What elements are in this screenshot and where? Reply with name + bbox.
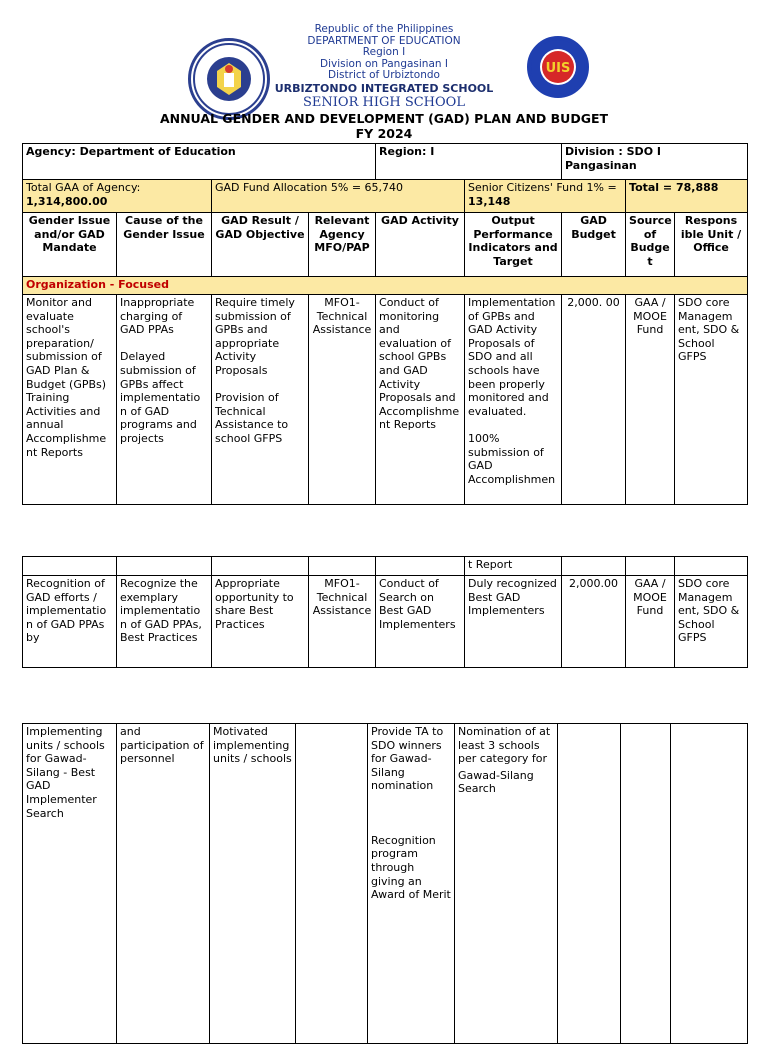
region-cell: Region: I [376, 144, 562, 180]
activity-cell: Conduct of monitoring and evaluation of school GPBs and GAD Activity Proposals and Accomplishme nt Reports [376, 295, 465, 505]
svg-text:UIS: UIS [545, 61, 571, 76]
fiscal-year: FY 2024 [355, 126, 413, 141]
table-row [23, 295, 748, 505]
mfo-cell [296, 724, 368, 1044]
column-header: Output Performance Indicators and Target [465, 213, 562, 277]
section-label: Organization - Focused [23, 277, 748, 295]
cause-cell: Recognize the exemplary implementatio n of GAD PPAs, Best Practices [117, 576, 212, 668]
gad-fund-cell: GAD Fund Allocation 5% = 65,740 [212, 180, 465, 213]
unit-cell [671, 724, 748, 1044]
district-line: District of Urbiztondo [328, 69, 440, 81]
republic-line: Republic of the Philippines [314, 23, 454, 35]
column-header: GAD Result / GAD Objective [212, 213, 309, 277]
gad-plan-table-continued [22, 556, 748, 668]
gad-plan-table-page3 [22, 723, 748, 1044]
source-cell: GAA / MOOE Fund [626, 295, 675, 505]
column-header: Relevant Agency MFO/PAP [309, 213, 376, 277]
total-gaa-cell: Total GAA of Agency: 1,314,800.00 [23, 180, 212, 213]
deped-line: DEPARTMENT OF EDUCATION [307, 34, 461, 47]
column-header: Gender Issue and/or GAD Mandate [23, 213, 117, 277]
table-row [23, 724, 748, 1044]
table-row [23, 576, 748, 668]
division-cell: Division : SDO I Pangasinan [562, 144, 748, 180]
agency-cell: Agency: Department of Education [23, 144, 376, 180]
mfo-cell: MFO1- Technical Assistance [309, 576, 376, 668]
output-cell: Nomination of at least 3 schools per category for Gawad-Silang Search [455, 724, 558, 1044]
gender-issue-cell: Recognition of GAD efforts / implementatio n of GAD PPAs by [23, 576, 117, 668]
gender-issue-cell: Monitor and evaluate school's preparation/ submission of GAD Plan & Budget (GPBs) Training Activities and annual Accomplishme nt Reports [23, 295, 117, 505]
unit-cell: SDO core Managem ent, SDO & School GFPS [675, 576, 748, 668]
activity-cell: Provide TA to SDO winners for Gawad-Silang nomination Recognition program through giving an Award of Merit [368, 724, 455, 1044]
gender-issue-cell: Implementing units / schools for Gawad-Silang - Best GAD Implementer Search [23, 724, 117, 1044]
source-cell: GAA / MOOE Fund [626, 576, 675, 668]
result-cell: Appropriate opportunity to share Best Practices [212, 576, 309, 668]
output-cell: t Report [465, 557, 562, 576]
unit-cell: SDO core Managem ent, SDO & School GFPS [675, 295, 748, 505]
column-header: GAD Activity [376, 213, 465, 277]
mfo-cell: MFO1- Technical Assistance [309, 295, 376, 505]
budget-cell: 2,000.00 [562, 576, 626, 668]
cause-cell: Inappropriate charging of GAD PPAs Delayed submission of GPBs affect implementatio n of GAD programs and projects [117, 295, 212, 505]
column-header: Source of Budge t [626, 213, 675, 277]
senior-fund-cell: Senior Citizens' Fund 1% = 13,148 [465, 180, 626, 213]
budget-cell: 2,000. 00 [562, 295, 626, 505]
result-cell: Motivated implementing units / schools [210, 724, 296, 1044]
page-title: ANNUAL GENDER AND DEVELOPMENT (GAD) PLAN AND BUDGET [159, 111, 609, 126]
region-line: Region I [362, 46, 406, 58]
total-cell: Total = 78,888 [626, 180, 748, 213]
source-cell [621, 724, 671, 1044]
column-header: Respons ible Unit / Office [675, 213, 748, 277]
output-cell: Implementation of GPBs and GAD Activity Proposals of SDO and all schools have been properly monitored and evaluated. 100% submission of GAD Accomplishmen [465, 295, 562, 505]
division-line: Division on Pangasinan I [320, 57, 448, 70]
activity-cell: Conduct of Search on Best GAD Implementers [376, 576, 465, 668]
column-header: GAD Budget [562, 213, 626, 277]
gad-plan-table [22, 143, 748, 505]
column-header: Cause of the Gender Issue [117, 213, 212, 277]
shs-label: SENIOR HIGH SCHOOL [303, 95, 465, 110]
budget-cell [558, 724, 621, 1044]
result-cell: Require timely submission of GPBs and appropriate Activity Proposals Provision of Technical Assistance to school GFPS [212, 295, 309, 505]
output-cell: Duly recognized Best GAD Implementers [465, 576, 562, 668]
cause-cell: and participation of personnel [117, 724, 210, 1044]
school-name: URBIZTONDO INTEGRATED SCHOOL [274, 82, 494, 95]
table-row [23, 557, 748, 576]
